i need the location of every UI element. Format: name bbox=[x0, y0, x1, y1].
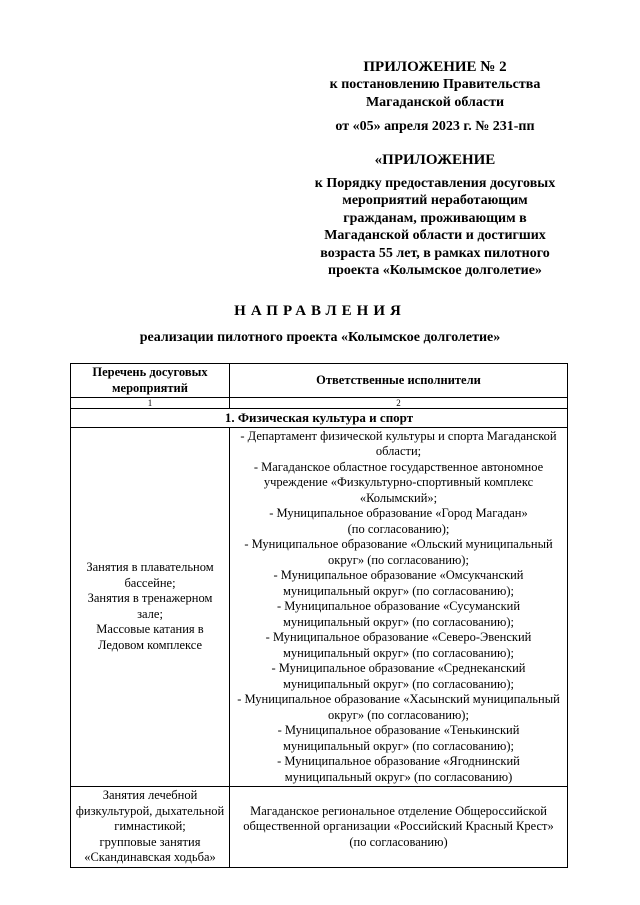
executor-line: - Муниципальное образование «Ольский муниципальный bbox=[244, 537, 553, 551]
col1-header: Перечень досуговых мероприятий bbox=[71, 364, 230, 398]
activity-line: Занятия лечебной bbox=[102, 788, 198, 802]
activity-line: физкультурой, дыхательной bbox=[75, 803, 225, 818]
executor-line: - Муниципальное образование «Северо-Эвенский bbox=[265, 630, 532, 644]
executor-line: общественной организации «Российский Красный Крест» bbox=[243, 819, 554, 833]
activity-cell bbox=[71, 787, 230, 868]
executor-line: - Муниципальное образование «Сусуманский bbox=[276, 599, 521, 613]
executor-line: муниципальный округ» (по согласованию); bbox=[282, 645, 514, 660]
activity-line: «Скандинавская ходьба» bbox=[84, 850, 216, 864]
col1-number: 1 bbox=[71, 398, 230, 409]
appendix-line: к постановлению Правительства bbox=[329, 77, 541, 92]
executor-line: - Магаданское областное государственное автономное bbox=[253, 459, 544, 474]
executor-line: - Муниципальное образование «Омсукчанский bbox=[273, 568, 524, 582]
table-row bbox=[71, 427, 568, 787]
inner-appendix-line: возраста 55 лет, в рамках пилотного bbox=[320, 245, 550, 261]
activity-line: гимнастикой; bbox=[114, 819, 186, 833]
inner-appendix-line: мероприятий неработающим bbox=[342, 193, 528, 208]
inner-appendix-title: «ПРИЛОЖЕНИЕ bbox=[374, 152, 496, 168]
executor-line: (по согласованию); bbox=[347, 521, 450, 536]
inner-appendix-block bbox=[300, 152, 570, 280]
executor-line: муниципальный округ» (по согласованию) bbox=[284, 769, 513, 784]
appendix-line: Магаданской области bbox=[365, 95, 505, 110]
executor-line: муниципальный округ» (по согласованию); bbox=[282, 676, 514, 691]
executor-line: - Муниципальное образование «Среднеканский bbox=[271, 661, 526, 675]
section-row bbox=[71, 409, 568, 428]
activity-line: Занятия в тренажерном зале; bbox=[87, 591, 213, 621]
executor-line: «Колымский»; bbox=[359, 490, 438, 505]
executor-line: (по согласованию) bbox=[349, 834, 448, 849]
executor-line: - Муниципальное образование «Ягоднинский bbox=[277, 754, 520, 768]
table-header-row bbox=[71, 364, 568, 398]
activity-line: групповые занятия bbox=[99, 834, 201, 849]
col2-number: 2 bbox=[230, 398, 568, 409]
executors-cell bbox=[230, 787, 568, 868]
inner-appendix-line: Магаданской области и достигших bbox=[324, 228, 546, 243]
executor-line: округ» (по согласованию); bbox=[328, 707, 469, 722]
inner-appendix-line: гражданам, проживающим в bbox=[343, 210, 527, 226]
executor-line: муниципальный округ» (по согласованию); bbox=[282, 738, 514, 753]
appendix-date: от «05» апреля 2023 г. № 231-пп bbox=[335, 119, 535, 134]
appendix-block bbox=[300, 58, 570, 136]
directions-table bbox=[70, 363, 568, 868]
document-heading: НАПРАВЛЕНИЯ bbox=[234, 303, 406, 319]
executor-line: - Муниципальное образование «Хасынский муниципальный bbox=[237, 692, 560, 706]
table-row bbox=[71, 787, 568, 868]
executor-line: муниципальный округ» (по согласованию); bbox=[282, 614, 514, 629]
executor-line: Магаданское региональное отделение Общероссийской bbox=[250, 803, 547, 818]
executor-line: - Муниципальное образование «Город Магадан» bbox=[269, 506, 528, 520]
inner-appendix-line: к Порядку предоставления досуговых bbox=[314, 175, 556, 191]
executors-cell bbox=[230, 427, 568, 787]
executor-line: области; bbox=[375, 444, 422, 458]
executor-line: учреждение «Физкультурно-спортивный комплекс bbox=[263, 475, 534, 489]
inner-appendix-line: проекта «Колымское долголетие» bbox=[328, 263, 542, 278]
document-subheading: реализации пилотного проекта «Колымское долголетие» bbox=[139, 330, 501, 345]
activity-line: Массовые катания в Ледовом комплексе bbox=[96, 622, 204, 652]
appendix-title: ПРИЛОЖЕНИЕ № 2 bbox=[363, 59, 507, 75]
executor-line: округ» (по согласованию); bbox=[328, 552, 469, 567]
activity-line: Занятия в плавательном бассейне; bbox=[86, 560, 214, 590]
executor-line: муниципальный округ» (по согласованию); bbox=[282, 583, 514, 598]
activity-cell bbox=[71, 427, 230, 787]
col2-header: Ответственные исполнители bbox=[230, 364, 568, 398]
executor-line: - Департамент физической культуры и спорта Магаданской bbox=[240, 428, 557, 443]
executor-line: - Муниципальное образование «Тенькинский bbox=[277, 723, 520, 737]
table-number-row bbox=[71, 398, 568, 409]
section-title: 1. Физическая культура и спорт bbox=[71, 409, 568, 428]
